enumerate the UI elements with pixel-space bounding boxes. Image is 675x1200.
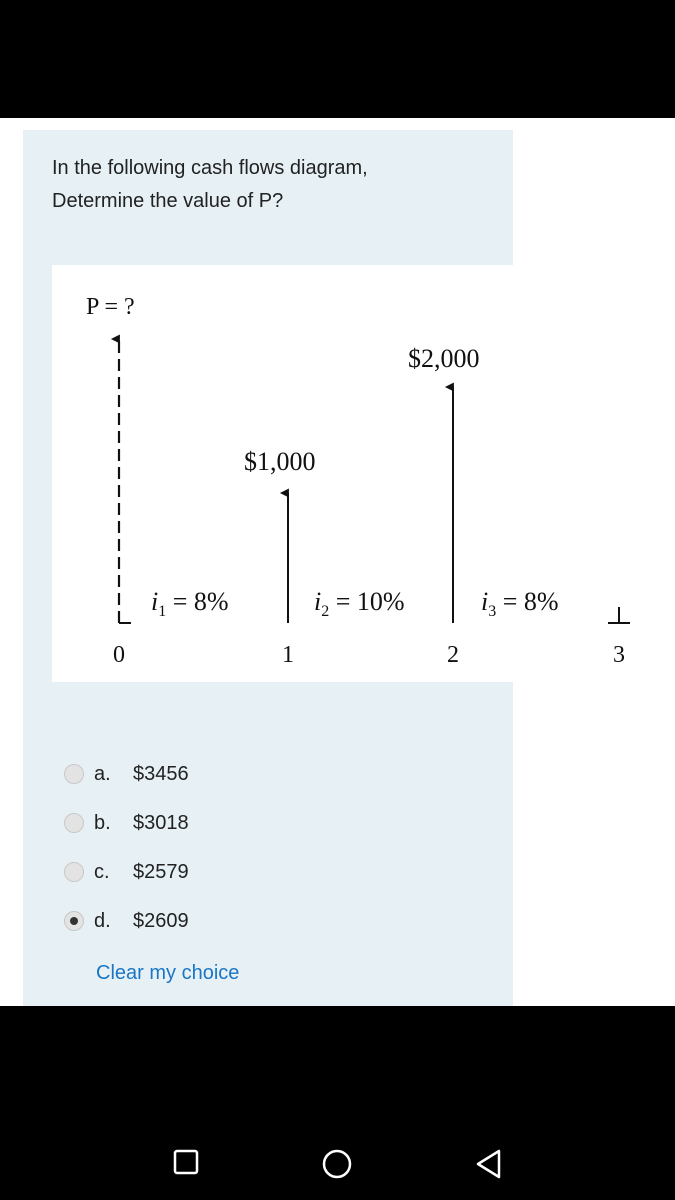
option-c-radio[interactable]: [64, 862, 84, 882]
question-line-2: Determine the value of P?: [52, 190, 284, 212]
triangle-back-icon[interactable]: [474, 1148, 504, 1185]
question-text: [52, 152, 368, 218]
cash-flow-diagram: [52, 265, 675, 682]
option-b-letter: b.: [94, 812, 111, 834]
time-tick-3: 3: [613, 642, 625, 668]
cash-flow-2000-label: $2,000: [408, 344, 480, 373]
interest-rate-3-label: $i_3 = 8\%$: [481, 587, 559, 620]
present-value-label: P = ?: [86, 294, 135, 320]
quiz-content: [0, 118, 675, 1006]
option-d-radio[interactable]: [64, 911, 84, 931]
option-b-value: $3018: [133, 812, 189, 834]
question-line-1: In the following cash flows diagram,: [52, 157, 368, 179]
option-d-value: $2609: [133, 910, 189, 932]
option-c-value: $2579: [133, 861, 189, 883]
square-icon[interactable]: [172, 1148, 202, 1183]
navigation-bar: [0, 1006, 675, 1200]
option-a-value: $3456: [133, 763, 189, 785]
clear-choice-link[interactable]: Clear my choice: [96, 962, 240, 984]
option-b-radio[interactable]: [64, 813, 84, 833]
option-a-radio[interactable]: [64, 764, 84, 784]
option-a-letter: a.: [94, 763, 111, 785]
interest-rate-2-label: $i_2 = 10\%$: [314, 587, 405, 620]
cash-flow-1000-label: $1,000: [244, 447, 316, 476]
option-c-letter: c.: [94, 861, 110, 883]
status-bar: [0, 0, 675, 118]
time-tick-1: 1: [282, 642, 294, 668]
time-tick-0: 0: [113, 642, 125, 668]
circle-icon[interactable]: [321, 1148, 353, 1185]
interest-rate-1-label: $i_1 = 8\%$: [151, 587, 229, 620]
time-tick-2: 2: [447, 642, 459, 668]
option-d-letter: d.: [94, 910, 111, 932]
